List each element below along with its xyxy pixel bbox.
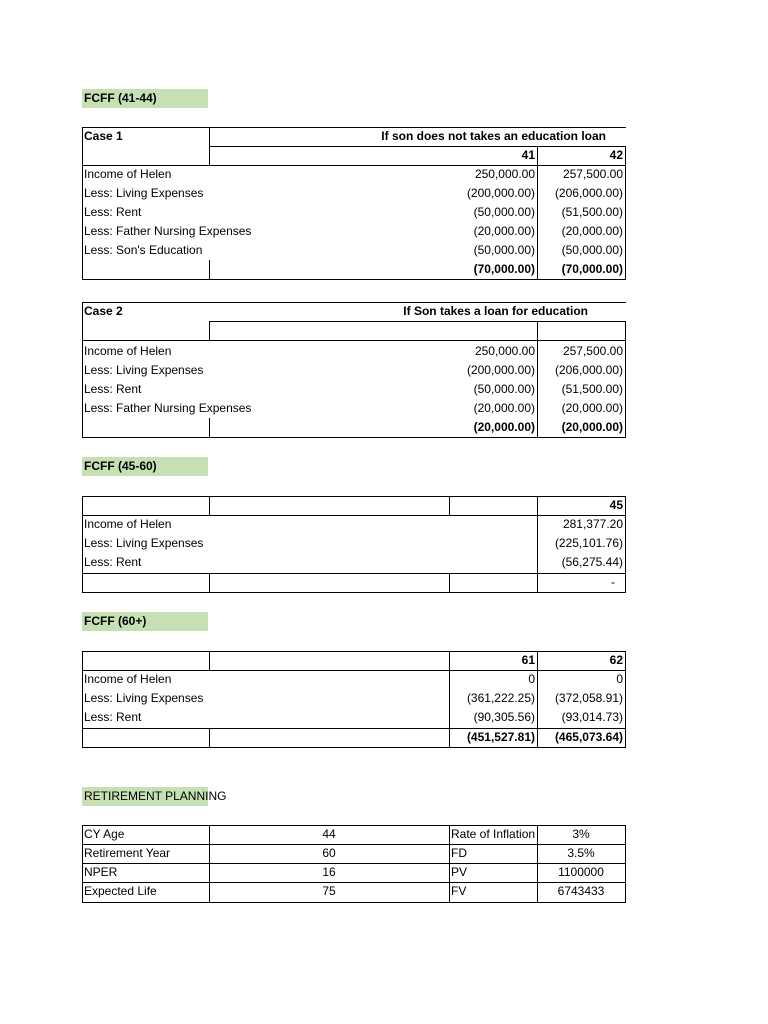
row-value: (200,000.00) (466, 363, 535, 377)
section-label-fcff-45-60: FCFF (45-60) (82, 457, 208, 476)
section-label-fcff-60-plus: FCFF (60+) (82, 612, 208, 631)
total-value: (20,000.00) (473, 420, 535, 434)
row-value: 0 (616, 672, 623, 686)
row-label: Expected Life (84, 884, 157, 898)
row-value: 60 (322, 846, 336, 860)
row-value: 250,000.00 (474, 167, 535, 181)
total-value: (20,000.00) (561, 420, 623, 434)
case2-scenario: If Son takes a loan for education (403, 304, 588, 318)
case2-title: Case 2 (84, 304, 123, 318)
row-value: (20,000.00) (561, 401, 623, 415)
table-row (82, 534, 626, 553)
table-row (82, 825, 626, 844)
section-label-retirement-planning: RETIREMENT PLANNING (82, 787, 208, 806)
case1-scenario: If son does not takes an education loan (381, 129, 606, 143)
row-value: (50,000.00) (561, 243, 623, 257)
table-row (82, 380, 626, 399)
fcff3-year-1: 61 (521, 653, 535, 667)
param-label: FD (451, 846, 467, 860)
param-label: Rate of Inflation (451, 827, 536, 841)
row-value: 44 (322, 827, 336, 841)
row-label: Less: Living Expenses (84, 691, 204, 705)
row-value: (225,101.76) (554, 536, 623, 550)
row-value: (51,500.00) (561, 205, 623, 219)
row-value: (372,058.91) (554, 691, 623, 705)
table-row (82, 222, 626, 241)
case1-year-2: 42 (609, 148, 623, 162)
table-row (82, 184, 626, 203)
section-label-fcff-41-44: FCFF (41-44) (82, 89, 208, 108)
row-value: (90,305.56) (473, 710, 535, 724)
row-label: Less: Rent (84, 555, 142, 569)
table-row (82, 165, 626, 184)
table-row (82, 399, 626, 418)
row-value: 16 (322, 865, 336, 879)
row-label: Less: Living Expenses (84, 536, 204, 550)
table-row (82, 844, 626, 863)
row-value: (206,000.00) (554, 186, 623, 200)
row-value: (20,000.00) (473, 224, 535, 238)
table-row (82, 882, 626, 901)
total-row (82, 573, 626, 592)
case1-year-1: 41 (521, 148, 535, 162)
row-value: (200,000.00) (466, 186, 535, 200)
row-value: (50,000.00) (473, 243, 535, 257)
row-value: 281,377.20 (562, 517, 623, 531)
row-value: (56,275.44) (561, 555, 623, 569)
row-value: 0 (528, 672, 535, 686)
row-label: Retirement Year (84, 846, 171, 860)
row-label: Less: Living Expenses (84, 186, 204, 200)
row-label: NPER (84, 865, 118, 879)
row-label: Income of Helen (84, 517, 172, 531)
row-value: 257,500.00 (562, 344, 623, 358)
param-value: 3% (572, 827, 590, 841)
row-label: Income of Helen (84, 344, 172, 358)
param-value: 1100000 (558, 865, 604, 879)
table-row (82, 553, 626, 572)
table-row (82, 342, 626, 361)
table-row (82, 203, 626, 222)
param-label: PV (451, 865, 468, 879)
fcff3-year-2: 62 (609, 653, 623, 667)
row-value: 257,500.00 (562, 167, 623, 181)
total-value: (465,073.64) (554, 730, 623, 744)
row-label: Less: Father Nursing Expenses (84, 224, 252, 238)
row-value: (93,014.73) (561, 710, 623, 724)
row-label: Less: Rent (84, 710, 142, 724)
table-row (82, 515, 626, 534)
row-value: (361,222.25) (466, 691, 535, 705)
table-row (82, 708, 626, 727)
total-value: (70,000.00) (473, 262, 535, 276)
row-value: 250,000.00 (474, 344, 535, 358)
table-row (82, 863, 626, 882)
total-value: (70,000.00) (561, 262, 623, 276)
case1-title: Case 1 (84, 129, 123, 143)
fcff2-year: 45 (609, 498, 623, 512)
total-row (82, 418, 626, 437)
param-value: 6743433 (557, 884, 605, 898)
row-label: Less: Father Nursing Expenses (84, 401, 252, 415)
row-label: Income of Helen (84, 167, 172, 181)
total-value: (451,527.81) (466, 730, 535, 744)
table-row (82, 670, 626, 689)
total-row (82, 260, 626, 279)
row-value: (51,500.00) (561, 382, 623, 396)
row-label: Less: Living Expenses (84, 363, 204, 377)
row-label: Less: Rent (84, 382, 142, 396)
table-row (82, 689, 626, 708)
row-label: Less: Rent (84, 205, 142, 219)
row-value: 75 (322, 884, 336, 898)
total-value: - (611, 575, 615, 589)
row-value: (206,000.00) (554, 363, 623, 377)
param-value: 3.5% (567, 846, 595, 860)
row-label: Less: Son's Education (84, 243, 203, 257)
table-row (82, 241, 626, 260)
row-label: Income of Helen (84, 672, 172, 686)
row-label: CY Age (84, 827, 125, 841)
param-label: FV (451, 884, 467, 898)
table-row (82, 361, 626, 380)
row-value: (50,000.00) (473, 205, 535, 219)
row-value: (20,000.00) (473, 401, 535, 415)
row-value: (50,000.00) (473, 382, 535, 396)
row-value: (20,000.00) (561, 224, 623, 238)
total-row (82, 728, 626, 747)
